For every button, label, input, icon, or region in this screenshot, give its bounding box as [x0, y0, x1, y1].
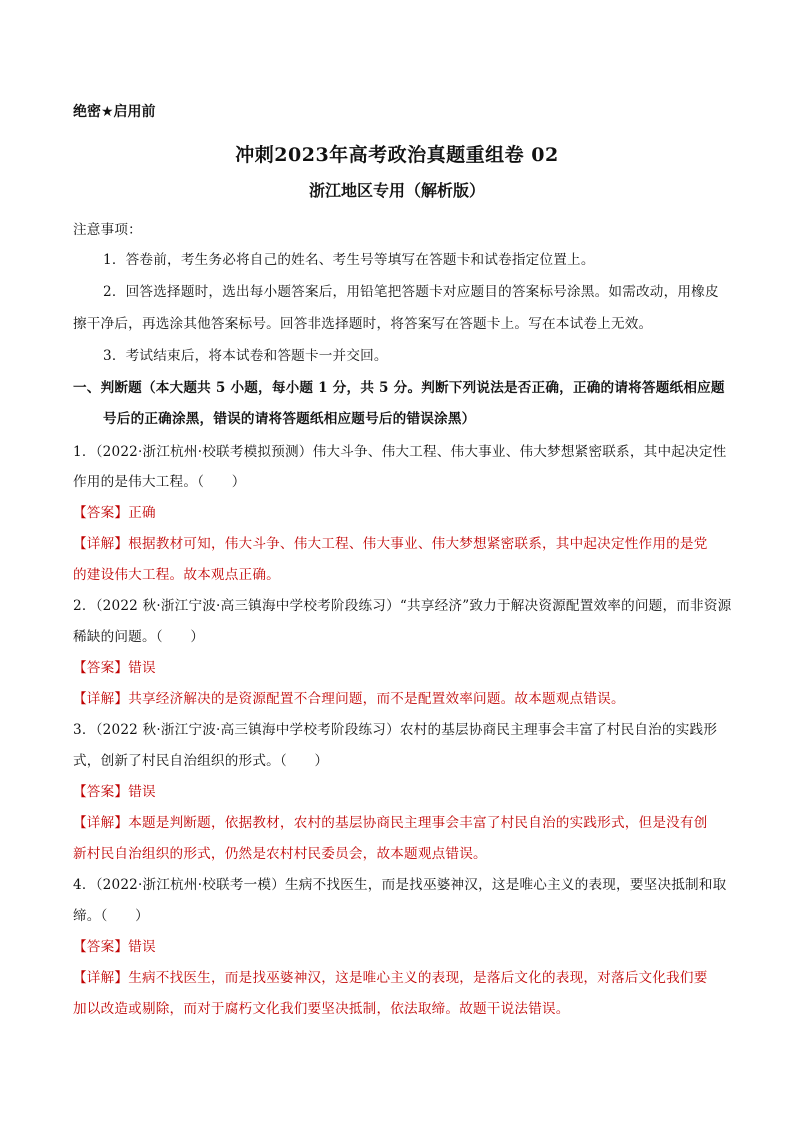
detail-row	[73, 966, 733, 986]
question-stem: 4．（2022·浙江杭州·校联考一模）生病不找医生，而是找巫婆神汉，这是唯心主义的表现，要坚决抵制和取	[73, 877, 727, 893]
question-stem: 1．（2022·浙江杭州·校联考模拟预测）伟大斗争、伟大工程、伟大事业、伟大梦想紧密联系，其中起决定性	[73, 444, 727, 460]
question-stem: 稀缺的问题。（ ）	[73, 629, 205, 645]
detail-label: 【详解】	[73, 970, 129, 986]
section-heading: 一、判断题（本大题共 5 小题，每小题 1 分，共 5 分。判断下列说法是否正确，正确的请将答题纸相应题	[73, 380, 725, 396]
answer-label: 【答案】	[73, 939, 129, 955]
detail-text: 新村民自治组织的形式，仍然是农村村民委员会，故本题观点错误。	[73, 846, 487, 862]
answer-label: 【答案】	[73, 660, 129, 676]
detail-text: 本题是判断题，依据教材，农村的基层协商民主理事会丰富了村民自治的实践形式，但是没有创	[128, 815, 708, 831]
answer-row	[73, 656, 733, 676]
question-stem: 缔。（ ）	[73, 908, 149, 924]
answer-value: 错误	[128, 784, 156, 800]
detail-row	[73, 532, 733, 552]
answer-value: 错误	[128, 939, 156, 955]
detail-label: 【详解】	[73, 815, 129, 831]
question-stem: 2．（2022 秋·浙江宁波·高三镇海中学校考阶段练习）“共享经济”致力于解决资源配置效率的问题，而非资源	[73, 598, 732, 614]
page-subtitle: 浙江地区专用（解析版）	[308, 181, 485, 200]
detail-text: 根据教材可知，伟大斗争、伟大工程、伟大事业、伟大梦想紧密联系，其中起决定性作用的是党	[128, 536, 708, 552]
section-heading-cont: 号后的正确涂黑，错误的请将答题纸相应题号后的错误涂黑）	[103, 411, 476, 427]
detail-text: 生病不找医生，而是找巫婆神汉，这是唯心主义的表现，是落后文化的表现，对落后文化我们要	[128, 970, 708, 986]
detail-label: 【详解】	[73, 691, 129, 707]
answer-label: 【答案】	[73, 505, 129, 521]
answer-row	[73, 780, 733, 800]
detail-label: 【详解】	[73, 536, 129, 552]
answer-value: 错误	[128, 660, 156, 676]
answer-value: 正确	[128, 505, 156, 521]
detail-text: 共享经济解决的是资源配置不合理问题，而不是配置效率问题。故本题观点错误。	[128, 691, 625, 707]
note-item: 3．考试结束后，将本试卷和答题卡一并交回。	[103, 348, 388, 364]
note-item: 1．答卷前，考生务必将自己的姓名、考生号等填写在答题卡和试卷指定位置上。	[103, 252, 595, 268]
note-item: 擦干净后，再选涂其他答案标号。回答非选择题时，将答案写在答题卡上。写在本试卷上无效。	[73, 316, 653, 332]
answer-label: 【答案】	[73, 784, 129, 800]
detail-row	[73, 811, 733, 831]
detail-text: 的建设伟大工程。故本观点正确。	[73, 567, 280, 583]
note-item: 2．回答选择题时，选出每小题答案后，用铅笔把答题卡对应题目的答案标号涂黑。如需改动，用橡皮	[103, 284, 719, 300]
question-stem: 作用的是伟大工程。（ ）	[73, 474, 246, 490]
question-stem: 3．（2022 秋·浙江宁波·高三镇海中学校考阶段练习）农村的基层协商民主理事会丰富了村民自治的实践形	[73, 722, 718, 738]
answer-row	[73, 501, 733, 521]
page-title: 冲刺2023年高考政治真题重组卷 02	[235, 144, 559, 166]
detail-row	[73, 687, 733, 707]
answer-row	[73, 935, 733, 955]
detail-text: 加以改造或剔除，而对于腐朽文化我们要坚决抵制，依法取缔。故题干说法错误。	[73, 1001, 570, 1017]
secret-label: 绝密★启用前	[73, 104, 156, 120]
question-stem: 式，创新了村民自治组织的形式。（ ）	[73, 753, 329, 769]
notes-label: 注意事项：	[73, 222, 142, 238]
